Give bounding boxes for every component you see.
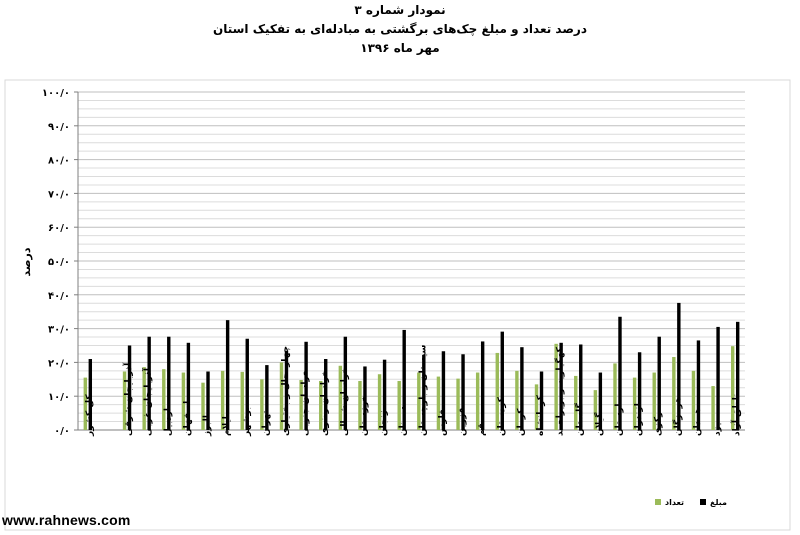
- gridlines: [78, 92, 745, 430]
- y-tick-label: ۱۰/۰: [48, 392, 70, 404]
- bar-amount: [226, 320, 229, 430]
- x-tick-label: کردستان: [496, 396, 507, 436]
- bar-amount: [481, 341, 484, 430]
- x-tick-label: آذربایجان غربی: [143, 368, 154, 436]
- y-tick-label: ۵۰/۰: [48, 257, 70, 268]
- x-tick-label: مازندران: [634, 397, 645, 436]
- y-tick-label: ۲۰/۰: [48, 358, 70, 370]
- bar-amount: [716, 327, 719, 430]
- x-tick-label: هرمزگان: [673, 396, 684, 436]
- x-tick-label: مناطق آزاد: [732, 387, 743, 436]
- x-tick-label: قم: [477, 423, 488, 436]
- x-tick-label: کرمانشاه: [536, 394, 547, 436]
- chart-title-line3: مهر ماه ۱۳۹۶: [360, 41, 440, 55]
- x-tick-label: سیستان و بلوچستان: [418, 344, 429, 436]
- y-tick-label: ۷۰/۰: [48, 189, 70, 201]
- y-axis-label: درصد: [20, 247, 33, 277]
- x-tick-label: لرستان: [614, 403, 625, 436]
- x-tick-label: مرکزی: [653, 405, 664, 436]
- y-tick-label: ۹۰/۰: [48, 121, 70, 133]
- y-tick-label: ۰/۰: [54, 426, 70, 437]
- y-tick-label: ۳۰/۰: [48, 324, 70, 336]
- x-tick-label: همدان: [692, 407, 703, 436]
- legend-swatch: [700, 499, 706, 505]
- watermark: www.rahnews.com: [2, 512, 131, 528]
- x-tick-label: سمنان: [398, 406, 409, 436]
- legend-swatch: [655, 499, 661, 505]
- x-tick-label: چهارمحال و بختیاری: [280, 345, 291, 436]
- x-tick-label: قزوین: [457, 407, 468, 436]
- x-tick-label: یزد: [712, 422, 723, 436]
- x-tick-label: اردبیل: [163, 408, 174, 436]
- x-tick-label: کهگیلویه و بویراحمد: [555, 347, 566, 436]
- x-tick-label: البرز: [202, 415, 213, 436]
- bar-count: [476, 373, 479, 430]
- x-tick-label: آذربایجان شرقی: [124, 362, 135, 436]
- x-tick-label: خراسان شمالی: [339, 367, 350, 436]
- x-tick-label: خراسان رضوی: [320, 370, 331, 436]
- legend-label: مبلغ: [710, 498, 727, 507]
- chart-area-border: [5, 80, 790, 530]
- chart-title-line2: درصد تعداد و مبلغ چک‌های برگشتی به مبادله‌ای به تفکیک استان: [212, 22, 587, 36]
- x-tick-label: ایلام: [222, 416, 233, 436]
- legend: [655, 498, 727, 507]
- x-tick-label: فارس: [437, 409, 448, 436]
- x-tick-label: زنجان: [379, 409, 390, 436]
- x-tick-label: گیلان: [594, 412, 605, 436]
- x-tick-label: گلستان: [575, 403, 586, 436]
- y-tick-label: ۸۰/۰: [48, 155, 70, 167]
- x-tick-label: کرمان: [516, 408, 527, 436]
- y-tick-label: ۴۰/۰: [48, 290, 70, 302]
- x-tick-label: کل کشور: [84, 394, 95, 436]
- x-tick-label: اصفهان: [182, 400, 193, 436]
- x-tick-label: خراسان جنوبی: [300, 369, 311, 436]
- x-tick-label: خوزستان: [359, 395, 370, 436]
- y-tick-label: ۶۰/۰: [48, 223, 70, 235]
- chart-title-line1: نمودار شماره ۳: [354, 3, 446, 17]
- y-tick-label: ۱۰۰/۰: [41, 88, 70, 99]
- x-tick-label: بوشهر: [241, 406, 252, 436]
- x-tick-label: تهران: [261, 410, 272, 436]
- legend-label: تعداد: [665, 498, 684, 507]
